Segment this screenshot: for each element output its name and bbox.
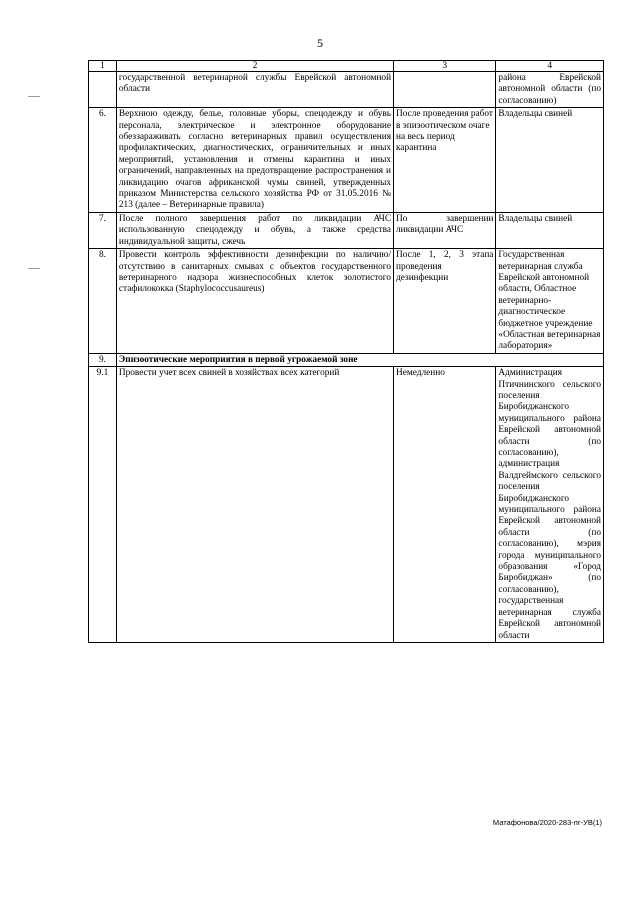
row-action: После полного завершения работ по ликвидации АЧС использованную спецодежду и обувь, а также средства индивидуальной защиты, сжечь (116, 212, 393, 248)
margin-mark (28, 96, 40, 97)
section-title: Эпизоотические мероприятия в первой угрожаемой зоне (116, 353, 603, 366)
table-header-row (89, 61, 604, 72)
row-responsible: Государственная ветеринарная служба Еврейской автономной области, Областное ветеринарно-диагностическое бюджетное учреждение «Областная ветеринарная лаборатория» (496, 249, 604, 354)
row-term: После проведения работ в эпизоотическом очаге на весь период карантина (394, 108, 496, 213)
table-row (89, 367, 604, 643)
row-responsible: Администрация Птичнинского сельского поселения Биробиджанского муниципального района Еврейской автономной области (по согласованию), администрация Валдгеймского сельского поселения Биробиджанского муниципального района Еврейской автономной области (по согласованию), мэрия города муниципального образования «Город Биробиджан» (по согласованию), государственная ветеринарная служба Еврейской автономной области (496, 367, 604, 643)
row-responsible: района Еврейской автономной области (по согласованию) (496, 72, 604, 108)
header-cell-1: 1 (89, 61, 117, 72)
row-action: Провести контроль эффективности дезинфекции по наличию/отсутствию в санитарных смывах с объектов государственного ветеринарного надзора жизнеспособных клеток золотистого стафилококка (Staphylococcusaureus) (116, 249, 393, 354)
header-cell-2: 2 (116, 61, 393, 72)
section-row (89, 353, 604, 366)
measures-table (88, 60, 604, 643)
document-footer-code: Матафонова/2020-283-пг-УВ(1) (492, 818, 602, 827)
row-term: После 1, 2, 3 этапа проведения дезинфекции (394, 249, 496, 354)
header-cell-4: 4 (496, 61, 604, 72)
table-row (89, 249, 604, 354)
row-action: Провести учет всех свиней в хозяйствах всех категорий (116, 367, 393, 643)
row-number: 7. (89, 212, 117, 248)
row-responsible: Владельцы свиней (496, 108, 604, 213)
row-term (394, 72, 496, 108)
row-number: 6. (89, 108, 117, 213)
row-term: По завершении ликвидации АЧС (394, 212, 496, 248)
row-action: Верхнюю одежду, белье, головные уборы, спецодежду и обувь персонала, электрическое и электронное оборудование обеззараживать согласно ветеринарных правил осуществления профилактических, диагностических, ограничительных и иных мероприятий, установления и отмены карантина и иных ограничений, направленных на предотвращение распространения и ликвидацию очагов африканской чумы свиней, утвержденных приказом Министерства сельского хозяйства РФ от 31.05.2016 № 213 (далее – Ветеринарные правила) (116, 108, 393, 213)
row-number: 9.1 (89, 367, 117, 643)
section-number: 9. (89, 353, 117, 366)
row-number: 8. (89, 249, 117, 354)
table-row (89, 72, 604, 108)
table-row (89, 212, 604, 248)
header-cell-3: 3 (394, 61, 496, 72)
page-number: 5 (317, 36, 323, 50)
margin-mark (28, 268, 40, 269)
row-term: Немедленно (394, 367, 496, 643)
table-row (89, 108, 604, 213)
row-number (89, 72, 117, 108)
row-responsible: Владельцы свиней (496, 212, 604, 248)
row-action: государственной ветеринарной службы Еврейской автономной области (116, 72, 393, 108)
